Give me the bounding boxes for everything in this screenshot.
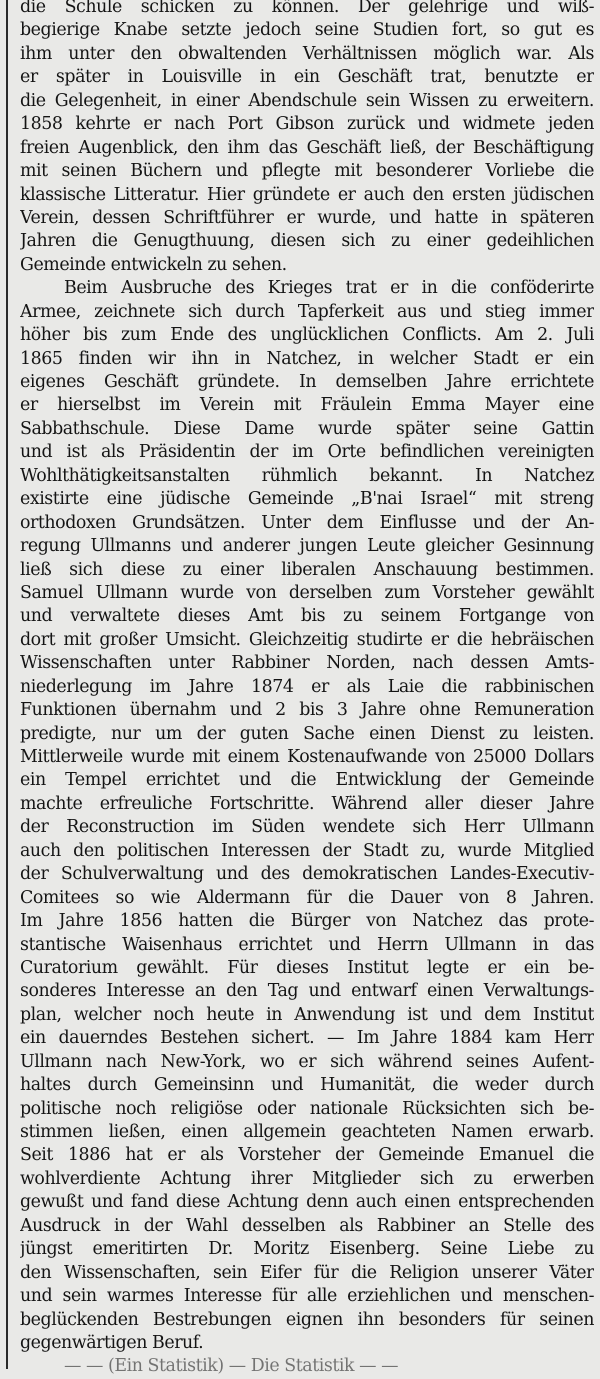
- text-line: Jahren die Genugthuung, diesen sich zu einer gedeihlichen: [20, 231, 594, 252]
- text-line: Mittlerweile wurde mit einem Kostenaufwande von 25000 Dollars: [20, 747, 594, 767]
- text-line: Ullmann nach New-York, wo er sich während seines Aufent-: [20, 1051, 594, 1072]
- text-line: die Schule schicken zu können. Der gelehrige und wiß-: [20, 0, 594, 17]
- text-line: Im Jahre 1856 hatten die Bürger von Natchez das prote-: [20, 911, 594, 932]
- text-line: ein Tempel errichtet und die Entwicklung der Gemeinde: [20, 770, 594, 791]
- text-line: den Wissenschaften, sein Eifer für die Religion unserer Väter: [20, 1262, 594, 1283]
- text-line: eigenes Geschäft gründete. In demselben Jahre errichtete: [20, 372, 594, 392]
- text-line: höher bis zum Ende des unglücklichen Conflicts. Am 2. Juli: [20, 325, 594, 346]
- text-line: er hierselbst im Verein mit Fräulein Emma Mayer eine: [20, 395, 594, 416]
- text-line: niederlegung im Jahre 1874 er als Laie die rabbinischen: [20, 676, 594, 697]
- text-line: freien Augenblick, den ihm das Geschäft ließ, der Beschäftigung: [20, 137, 594, 158]
- text-line: regung Ullmanns und anderer jungen Leute gleicher Gesinnung: [20, 536, 594, 557]
- text-line: 1865 finden wir ihn in Natchez, in welcher Stadt er ein: [20, 348, 594, 369]
- paragraph-end-line: gegenwärtigen Beruf.: [20, 1332, 204, 1353]
- text-line: der Reconstruction im Süden wendete sich Herr Ullmann: [20, 817, 594, 838]
- text-line: wohlverdiente Achtung ihrer Mitglieder sich zu erwerben: [20, 1168, 594, 1189]
- text-line: orthodoxen Grundsätzen. Unter dem Einflusse und der An-: [20, 512, 594, 533]
- text-line: stantische Waisenhaus errichtet und Herrn Ullmann in das: [20, 934, 594, 955]
- paragraph-end-line: Gemeinde entwickeln zu sehen.: [20, 254, 287, 275]
- text-line: politische noch religiöse oder nationale Rücksichten sich be-: [20, 1098, 594, 1119]
- text-line: Seit 1886 hat er als Vorsteher der Gemeinde Emanuel die: [20, 1145, 594, 1166]
- text-line: und ist als Präsidentin der im Orte befindlichen vereinigten: [20, 442, 594, 463]
- text-line: Sabbathschule. Diese Dame wurde später seine Gattin: [20, 418, 594, 439]
- text-line: dort mit großer Umsicht. Gleichzeitig studirte er die hebräischen: [20, 629, 594, 650]
- text-line: und verwaltete dieses Amt bis zu seinem Fortgange von: [20, 606, 594, 627]
- text-line: und sein warmes Interesse für alle erziehlichen und menschen-: [20, 1286, 594, 1307]
- text-line: der Schulverwaltung und des demokratischen Landes-Executiv-: [20, 864, 594, 885]
- text-line: er später in Louisville in ein Geschäft trat, benutzte er: [20, 67, 594, 88]
- text-line: Funktionen übernahm und 2 bis 3 Jahre ohne Remuneration: [20, 700, 594, 721]
- text-line: jüngst emeritirten Dr. Moritz Eisenberg. Seine Liebe zu: [20, 1239, 594, 1260]
- text-line: predigte, nur um der guten Sache einen Dienst zu leisten.: [20, 723, 594, 744]
- article-column: [20, 0, 594, 1379]
- text-line: Ausdruck in der Wahl desselben als Rabbiner an Stelle des: [20, 1215, 594, 1236]
- text-line: Wissenschaften unter Rabbiner Norden, nach dessen Amts-: [20, 653, 594, 674]
- paragraph-start-line: Beim Ausbruche des Krieges trat er in die conföderirte: [64, 278, 594, 299]
- cut-off-line: — — (Ein Statistik) — Die Statistik — —: [64, 1356, 399, 1377]
- text-line: Samuel Ullmann wurde von derselben zum Vorsteher gewählt: [20, 582, 594, 603]
- text-line: existirte eine jüdische Gemeinde „B'nai Israel“ mit streng: [20, 489, 594, 510]
- text-line: begierige Knabe setzte jedoch seine Studien fort, so gut es: [20, 20, 594, 41]
- text-line: haltes durch Gemeinsinn und Humanität, die weder durch: [20, 1075, 594, 1096]
- text-line: Verein, dessen Schriftführer er wurde, und hatte in späteren: [20, 207, 594, 228]
- text-line: Curatorium gewählt. Für dieses Institut legte er ein be-: [20, 957, 594, 978]
- text-line: 1858 kehrte er nach Port Gibson zurück und widmete jeden: [20, 114, 594, 135]
- text-line: Comitees so wie Aldermann für die Dauer von 8 Jahren.: [20, 887, 594, 908]
- text-line: die Gelegenheit, in einer Abendschule sein Wissen zu erweitern.: [20, 90, 594, 111]
- text-line: Armee, zeichnete sich durch Tapferkeit aus und stieg immer: [20, 301, 594, 322]
- text-line: Wohlthätigkeitsanstalten rühmlich bekannt. In Natchez: [20, 465, 594, 486]
- text-line: machte erfreuliche Fortschritte. Während aller dieser Jahre: [20, 793, 594, 814]
- text-line: auch den politischen Interessen der Stadt zu, wurde Mitglied: [20, 840, 594, 861]
- text-line: klassische Litteratur. Hier gründete er auch den ersten jüdischen: [20, 184, 594, 205]
- text-line: gewußt und fand diese Achtung denn auch einen entsprechenden: [20, 1192, 594, 1213]
- text-line: plan, welcher noch heute in Anwendung ist und dem Institut: [20, 1004, 594, 1025]
- text-line: stimmen ließen, einen allgemein geachteten Namen erwarb.: [20, 1122, 594, 1142]
- text-line: beglückenden Bestrebungen eignen ihn besonders für seinen: [20, 1309, 594, 1330]
- text-line: mit seinen Büchern und pflegte mit besonderer Vorliebe die: [20, 161, 594, 182]
- text-line: sonderes Interesse an den Tag und entwarf einen Verwaltungs-: [20, 981, 594, 1002]
- column-rule: [6, 0, 8, 1369]
- text-line: ihm unter den obwaltenden Verhältnissen möglich war. Als: [20, 43, 594, 64]
- text-line: ein dauerndes Bestehen sichert. — Im Jahre 1884 kam Herr: [20, 1028, 594, 1049]
- text-line: ließ sich diese zu einer liberalen Anschauung bestimmen.: [20, 559, 594, 580]
